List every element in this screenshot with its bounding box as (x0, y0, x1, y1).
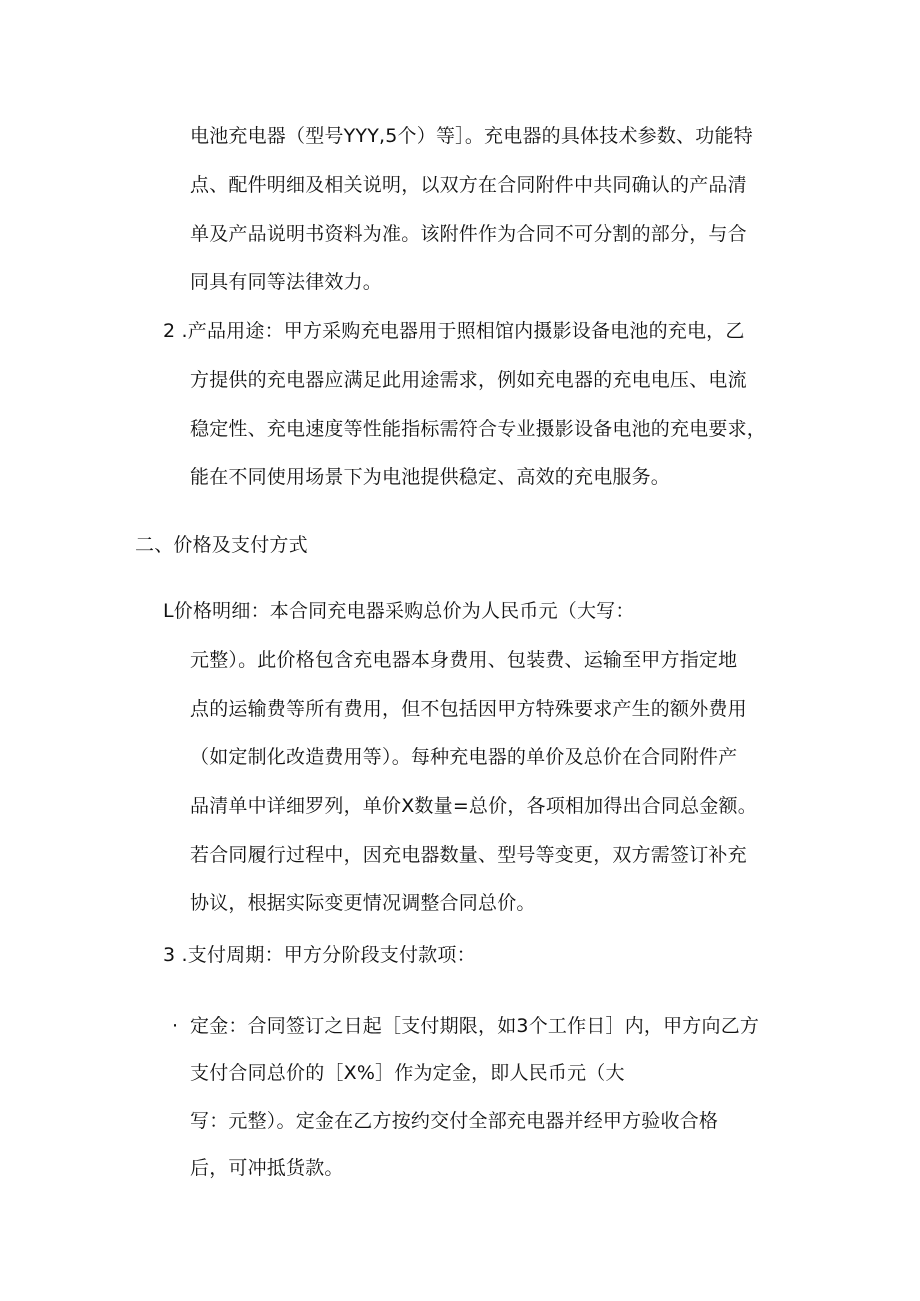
list-item-line: 元整）。此价格包含充电器本身费用、包装费、运输至甲方指定地 (190, 649, 738, 671)
list-item-line: 2 .产品用途：甲方采购充电器用于照相馆内摄影设备电池的充电，乙 (163, 320, 745, 342)
list-item-line: （如定制化改造费用等）。每种充电器的单价及总价在合同附件产 (190, 746, 738, 768)
list-item-line: 协议，根据实际变更情况调整合同总价。 (190, 892, 536, 914)
list-item-line: 品清单中详细罗列，单价X数量=总价，各项相加得出合同总金额。 (190, 795, 757, 817)
list-item-line: L价格明细：本合同充电器采购总价为人民币元（大写： (163, 600, 635, 622)
list-item-line: 若合同履行过程中，因充电器数量、型号等变更，双方需签订补充 (190, 844, 747, 866)
bullet-line: 写：元整）。定金在乙方按约交付全部充电器并经甲方验收合格 (190, 1110, 719, 1132)
paragraph-line: 点、配件明细及相关说明，以双方在合同附件中共同确认的产品清 (190, 174, 747, 196)
bullet-line: 支付合同总价的［X%］作为定金，即人民币元（大 (190, 1062, 625, 1084)
list-item-line: 3 .支付周期：甲方分阶段支付款项： (163, 944, 476, 966)
bullet-line: 定金：合同签订之日起［支付期限，如3个工作日］内，甲方向乙方 (190, 1015, 760, 1037)
list-item-line: 点的运输费等所有费用，但不包括因甲方特殊要求产生的额外费用 (190, 698, 747, 720)
paragraph-line: 同具有同等法律效力。 (190, 271, 383, 293)
bullet-line: 后，可冲抵货款。 (190, 1157, 344, 1179)
paragraph-line: 单及产品说明书资料为准。该附件作为合同不可分割的部分，与合 (190, 223, 747, 245)
list-item-line: 稳定性、充电速度等性能指标需符合专业摄影设备电池的充电要求， (190, 418, 767, 440)
section-heading: 二、价格及支付方式 (135, 534, 308, 556)
bullet-icon: · (172, 1015, 179, 1037)
paragraph-line: 电池充电器（型号YYY,5个）等］。充电器的具体技术参数、功能特 (190, 125, 753, 147)
list-item-line: 方提供的充电器应满足此用途需求，例如充电器的充电电压、电流 (190, 369, 747, 391)
list-item-line: 能在不同使用场景下为电池提供稳定、高效的充电服务。 (190, 466, 671, 488)
